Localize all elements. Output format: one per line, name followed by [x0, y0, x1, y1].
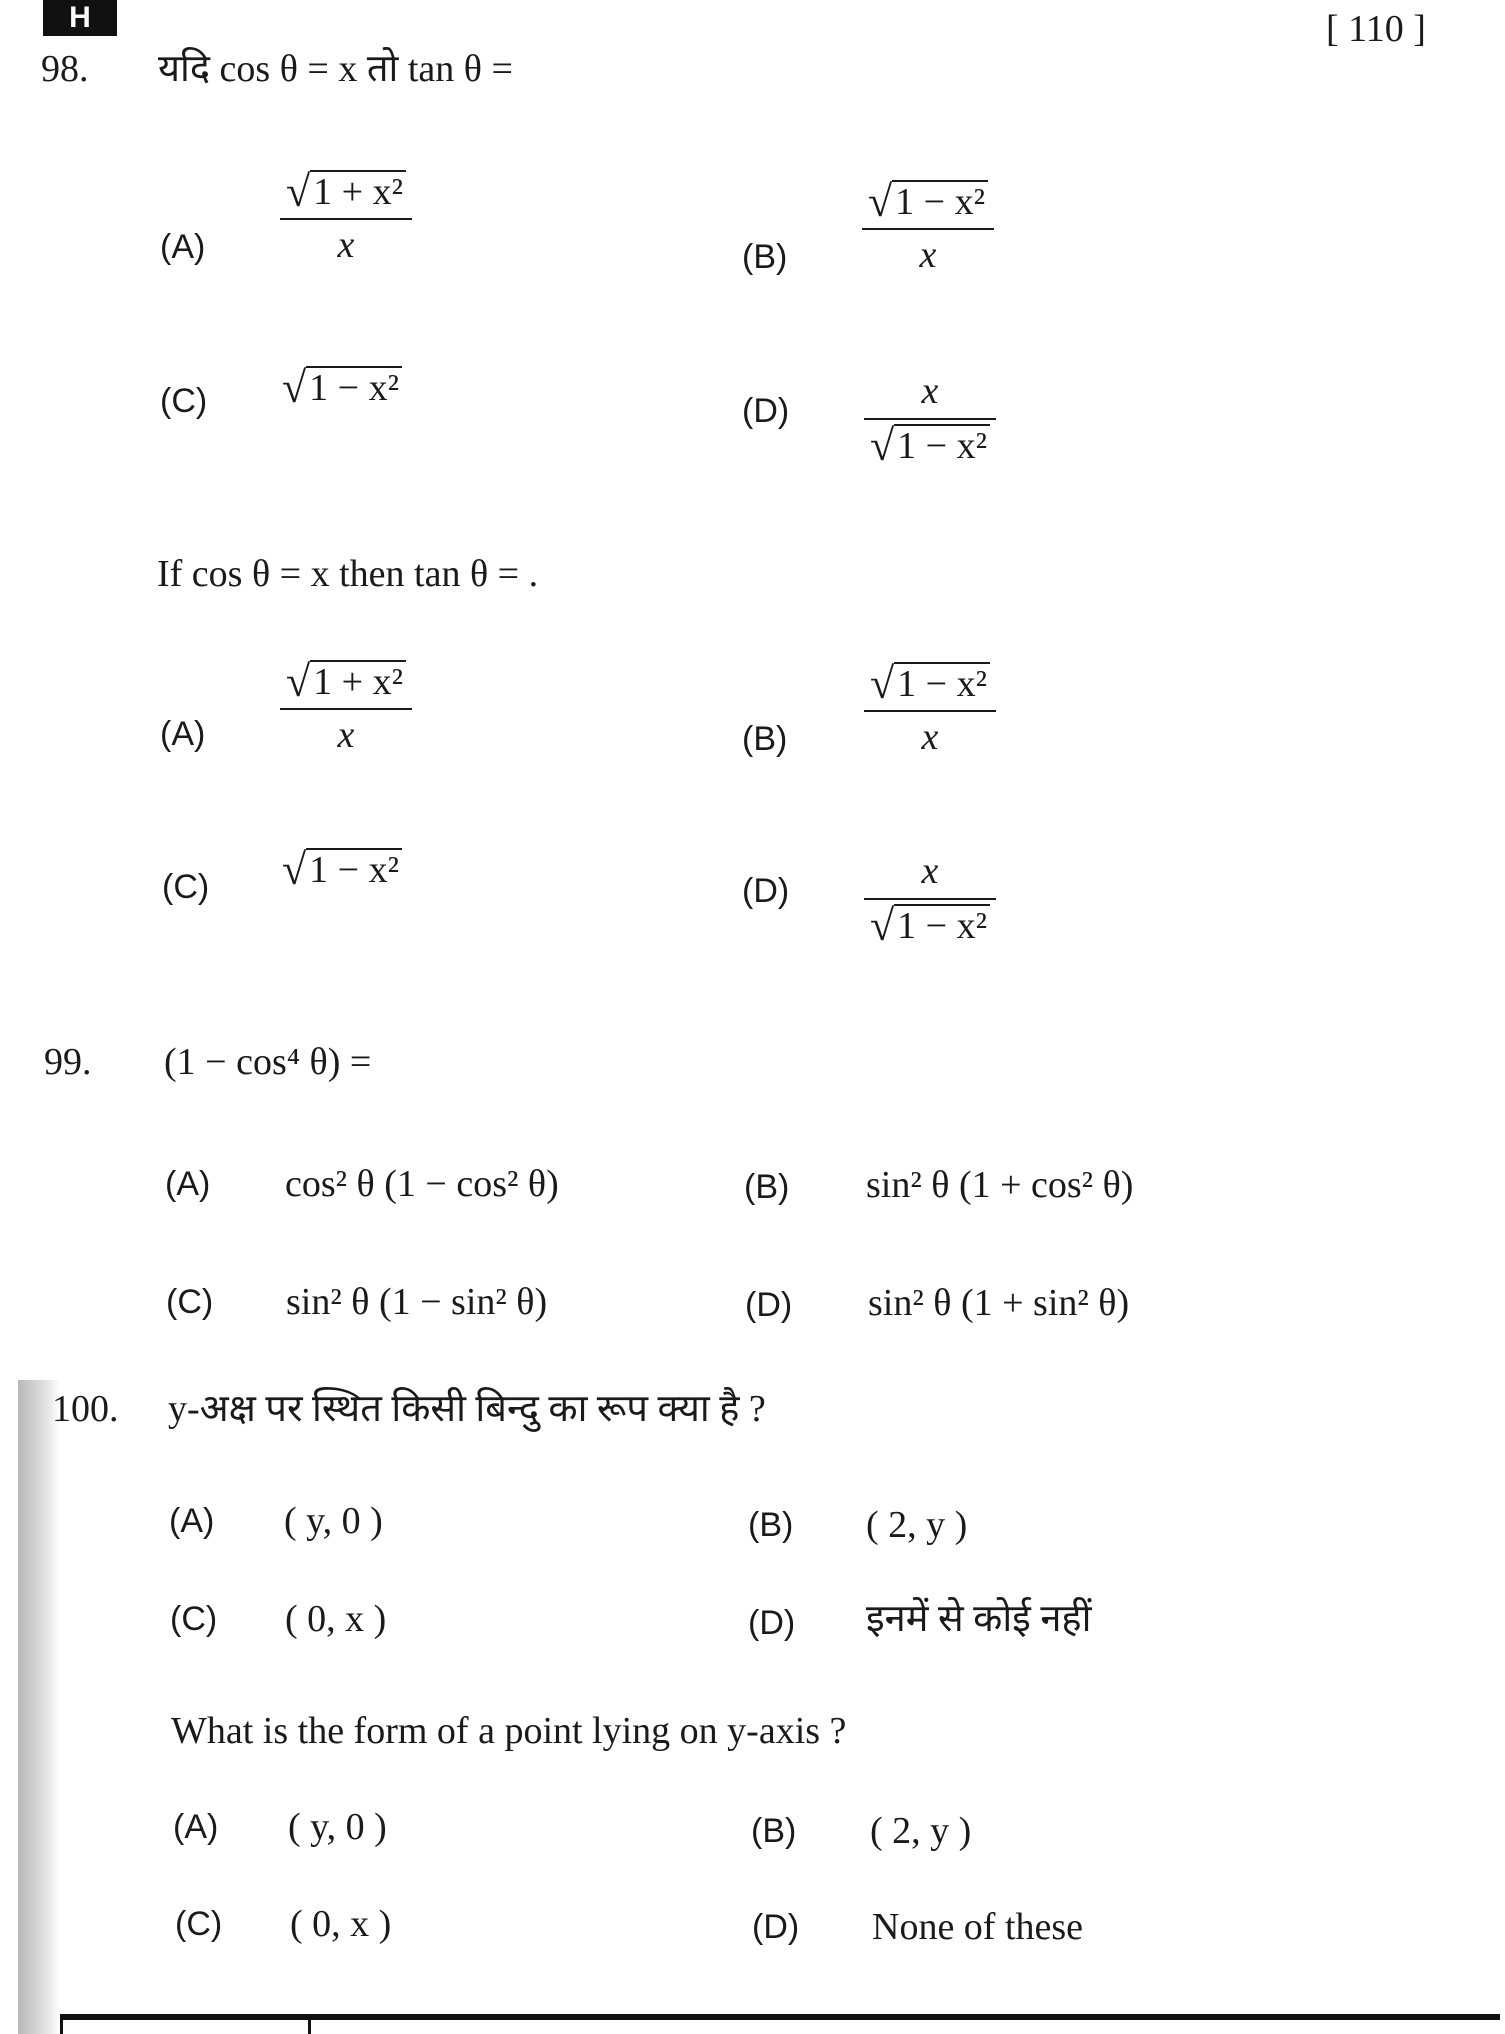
option-label: (C) [170, 1600, 218, 1638]
option-98-hi-c: √ 1 − x² [282, 366, 402, 410]
option-99-d: sin² θ (1 + sin² θ) [868, 1282, 1130, 1324]
option-label: (B) [744, 1168, 790, 1206]
option-99-a: cos² θ (1 − cos² θ) [285, 1163, 559, 1205]
option-98-en-d: x √ 1 − x² [864, 850, 996, 948]
option-98-en-c: √ 1 − x² [282, 848, 402, 892]
question-number-100: 100. [52, 1388, 119, 1430]
footer-box [60, 2018, 311, 2034]
option-label: (A) [173, 1808, 219, 1846]
question-number-98: 98. [41, 48, 89, 90]
option-label: (B) [751, 1812, 797, 1850]
option-99-b: sin² θ (1 + cos² θ) [866, 1164, 1134, 1206]
option-label: (A) [160, 228, 206, 266]
option-label: (A) [160, 715, 206, 753]
option-100-hi-a: ( y, 0 ) [284, 1500, 383, 1542]
option-label: (D) [745, 1286, 793, 1324]
option-label: (D) [742, 392, 790, 430]
option-label: (A) [169, 1502, 215, 1540]
set-label-badge: H [43, 0, 117, 36]
question-98-english: If cos θ = x then tan θ = . [157, 553, 539, 595]
option-label: (C) [175, 1905, 223, 1943]
option-100-hi-b: ( 2, y ) [866, 1504, 968, 1546]
option-98-hi-d: x √ 1 − x² [864, 370, 996, 468]
option-100-en-a: ( y, 0 ) [288, 1806, 387, 1848]
option-100-en-c: ( 0, x ) [290, 1903, 392, 1945]
option-label: (C) [166, 1283, 214, 1321]
option-label: (B) [748, 1506, 794, 1544]
question-98-hindi: यदि cos θ = x तो tan θ = [158, 48, 513, 90]
option-label: (D) [742, 872, 790, 910]
page-number: [ 110 ] [1326, 8, 1426, 50]
question-number-99: 99. [44, 1041, 92, 1083]
option-98-hi-a: √ 1 + x² x [280, 170, 412, 268]
scan-edge-shadow [18, 1380, 60, 2034]
question-100-english: What is the form of a point lying on y-axis ? [171, 1710, 847, 1752]
option-label: (D) [752, 1908, 800, 1946]
option-98-hi-b: √ 1 − x² x [862, 180, 994, 278]
option-label: (A) [165, 1165, 211, 1203]
option-label: (C) [162, 868, 210, 906]
question-100-hindi: y-अक्ष पर स्थित किसी बिन्दु का रूप क्या है ? [168, 1388, 766, 1430]
option-label: (C) [160, 382, 208, 420]
option-100-en-d: None of these [872, 1906, 1084, 1948]
option-98-en-a: √ 1 + x² x [280, 660, 412, 758]
question-99-text: (1 − cos⁴ θ) = [164, 1041, 372, 1083]
option-label: (B) [742, 720, 788, 758]
option-100-hi-c: ( 0, x ) [285, 1598, 387, 1640]
option-99-c: sin² θ (1 − sin² θ) [286, 1281, 548, 1323]
option-98-en-b: √ 1 − x² x [864, 662, 996, 760]
option-100-en-b: ( 2, y ) [870, 1810, 972, 1852]
option-label: (D) [748, 1604, 796, 1642]
option-label: (B) [742, 238, 788, 276]
option-100-hi-d: इनमें से कोई नहीं [866, 1598, 1092, 1640]
